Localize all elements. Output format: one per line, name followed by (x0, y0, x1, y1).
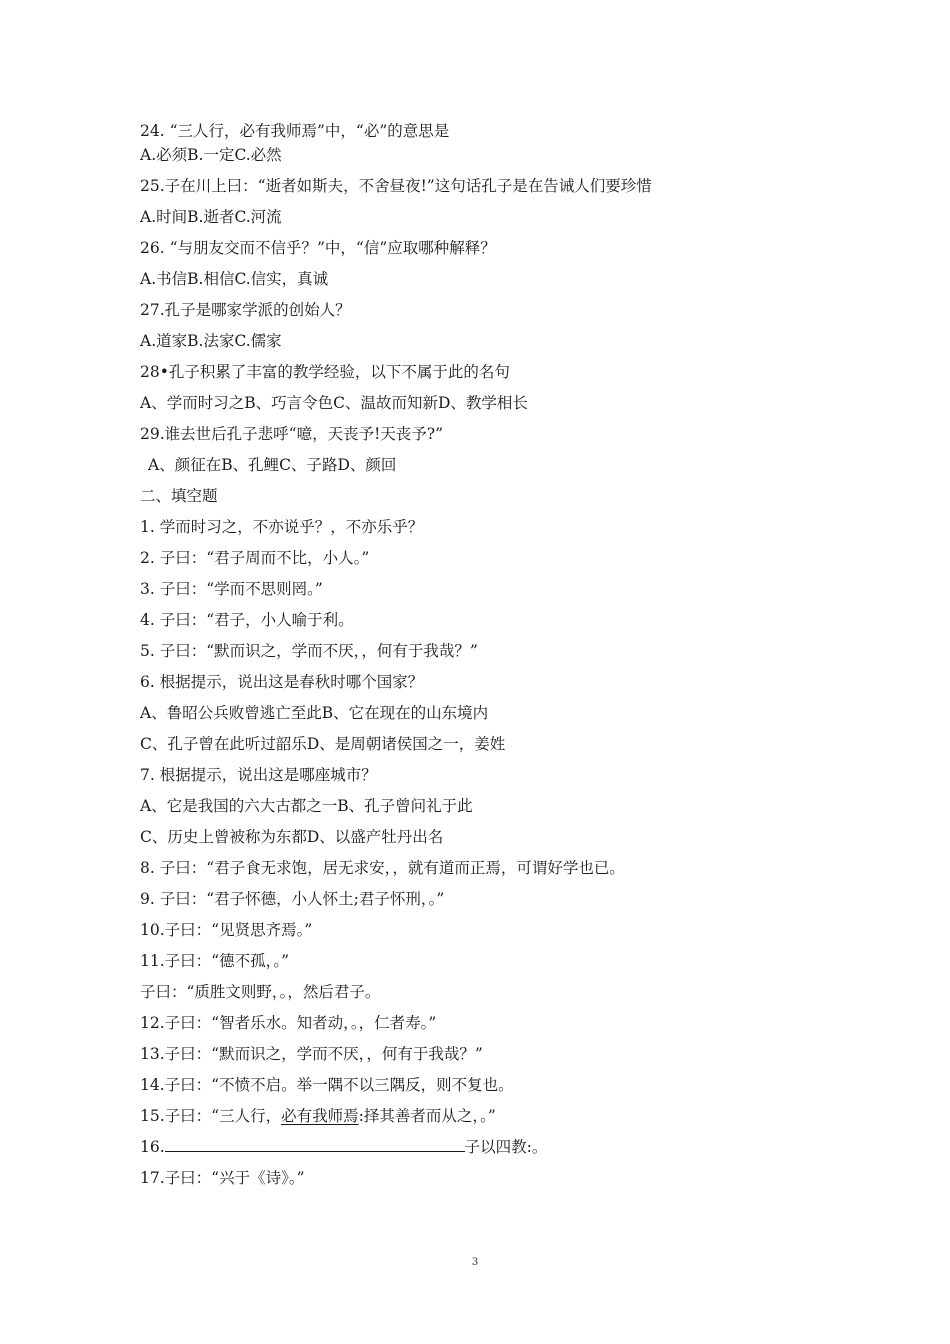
question-25-options: A.时间B.逝者C.河流 (140, 208, 282, 226)
question-29-options: A、颜征在B、孔鲤C、子路D、颜回 (148, 456, 397, 474)
question-28-options: A、学而时习之B、巧言令色C、温故而知新D、教学相长 (140, 394, 528, 412)
fill-item-6: 6. 根据提示，说出这是春秋时哪个国家？ (140, 673, 424, 691)
fill-item-17: 17.子曰：“兴于《诗》。” (140, 1169, 305, 1187)
fill-item-1: 1. 学而时习之，不亦说乎？，不亦乐乎？ (140, 518, 424, 536)
fill-item-14: 14.子曰：“不愤不启。举一隅不以三隅反，则不复也。 (140, 1076, 514, 1094)
fill-item-16 (140, 1137, 890, 1157)
question-25: 25.子在川上曰：“逝者如斯夫，不舍昼夜!”这句话孔子是在告诫人们要珍惜 (140, 177, 652, 195)
fill-item-11: 11.子曰：“德不孤，。” (140, 952, 289, 970)
fill-item-16-blank (165, 1137, 465, 1152)
fill-item-8: 8. 子曰：“君子食无求饱，居无求安，，就有道而正焉，可谓好学也已。 (140, 859, 625, 877)
fill-item-5: 5. 子曰：“默而识之，学而不厌，，何有于我哉？” (140, 642, 478, 660)
fill-item-15-before: 15.子曰：“三人行， (140, 1107, 282, 1125)
fill-item-7-hint-cd: C、历史上曾被称为东都D、以盛产牡丹出名 (140, 828, 444, 846)
fill-item-12: 12.子曰：“智者乐水。知者动，。，仁者寿。” (140, 1014, 437, 1032)
question-24-options: A.必须B.一定C.必然 (140, 146, 282, 164)
section-heading-fill-blank: 二、填空题 (140, 487, 218, 505)
question-26-options: A.书信B.相信C.信实，真诚 (140, 270, 329, 288)
fill-item-11b: 子曰：“质胜文则野，。，然后君子。 (140, 983, 381, 1001)
fill-item-15-underlined: 必有我师焉 (281, 1107, 359, 1125)
fill-item-4: 4. 子曰：“君子，小人喻于利。 (140, 611, 354, 629)
question-27: 27.孔子是哪家学派的创始人？ (140, 301, 351, 319)
fill-item-2: 2. 子曰：“君子周而不比，小人。” (140, 549, 370, 567)
fill-item-16-prefix: 16. (140, 1138, 165, 1156)
fill-item-6-hint-cd: C、孔子曾在此听过韶乐D、是周朝诸侯国之一，姜姓 (140, 735, 506, 753)
fill-item-15 (140, 1106, 890, 1126)
fill-item-15-after: :择其善者而从之，。” (358, 1107, 496, 1125)
fill-item-13: 13.子曰：“默而识之，学而不厌，，何有于我哉？” (140, 1045, 483, 1063)
question-29: 29.谁去世后孔子悲呼“噫，天丧予!天丧予?” (140, 425, 444, 443)
fill-item-16-after: 子以四教:。 (464, 1138, 548, 1156)
question-26: 26. “与朋友交而不信乎？”中，“信”应取哪种解释？ (140, 239, 496, 257)
question-28: 28•孔子积累了丰富的教学经验，以下不属于此的名句 (140, 363, 510, 381)
fill-item-6-hint-ab: A、鲁昭公兵败曾逃亡至此B、它在现在的山东境内 (140, 704, 489, 722)
page-number: 3 (471, 1257, 479, 1268)
fill-item-10: 10.子曰：“见贤思齐焉。” (140, 921, 313, 939)
fill-item-7-hint-ab: A、它是我国的六大古都之一B、孔子曾问礼于此 (140, 797, 473, 815)
question-24: 24. “三人行，必有我师焉”中，“必”的意思是 (140, 122, 450, 140)
question-27-options: A.道家B.法家C.儒家 (140, 332, 282, 350)
fill-item-3: 3. 子曰：“学而不思则罔。” (140, 580, 323, 598)
fill-item-7: 7. 根据提示，说出这是哪座城市？ (140, 766, 377, 784)
fill-item-9: 9. 子曰：“君子怀德，小人怀土;君子怀刑，。” (140, 890, 445, 908)
